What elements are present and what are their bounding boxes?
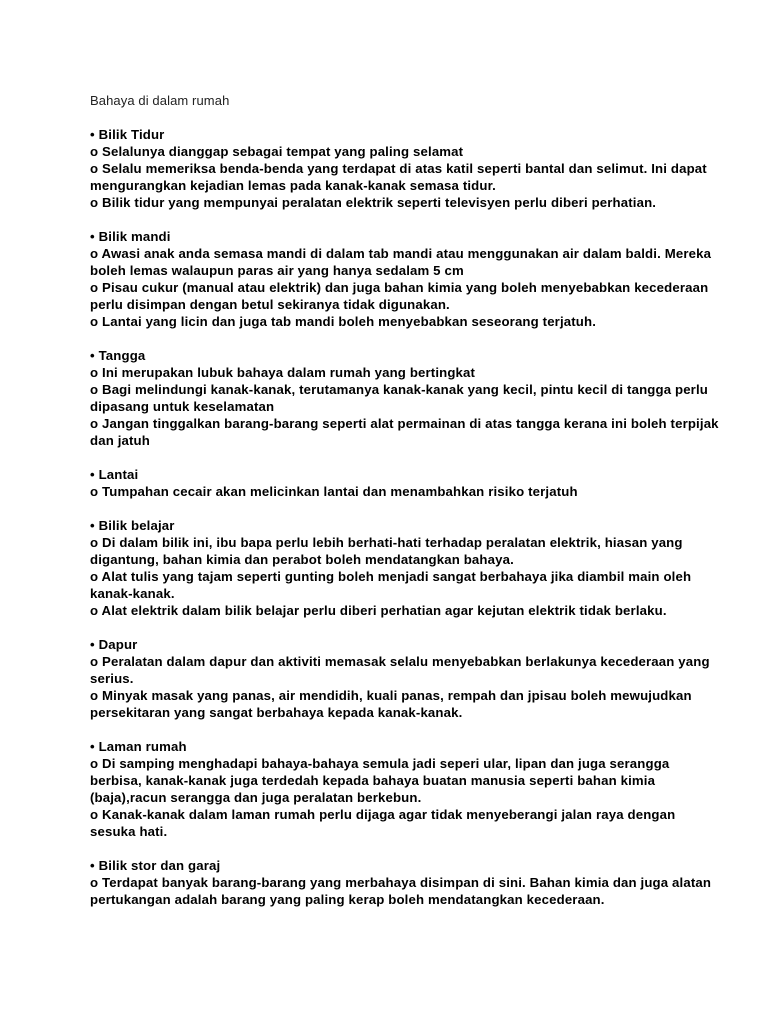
section-heading: • Bilik mandi — [90, 229, 171, 244]
section-line: mengurangkan kejadian lemas pada kanak-kanak semasa tidur. — [90, 178, 496, 193]
section-heading: • Bilik stor dan garaj — [90, 858, 221, 873]
section — [90, 636, 710, 721]
section-line: berbisa, kanak-kanak juga terdedah kepada bahaya buatan manusia seperti bahan kimia — [90, 773, 656, 788]
section-line: serius. — [90, 671, 134, 686]
section-heading: • Laman rumah — [90, 739, 187, 754]
section-heading: • Dapur — [90, 637, 138, 652]
document-title: Bahaya di dalam rumah — [90, 93, 230, 108]
section-line: sesuka hati. — [90, 824, 168, 839]
section — [90, 738, 690, 840]
section-line: (baja),racun serangga dan juga peralatan berkebun. — [90, 790, 422, 805]
section-line: perlu disimpan dengan betul sekiranya tidak digunakan. — [90, 297, 450, 312]
section-heading: • Tangga — [90, 348, 146, 363]
section-line: boleh lemas walaupun paras air yang hanya sedalam 5 cm — [90, 263, 464, 278]
section-line: o Selalunya dianggap sebagai tempat yang paling selamat — [90, 144, 464, 159]
section — [90, 228, 712, 330]
section-line: o Alat elektrik dalam bilik belajar perlu diberi perhatian agar kejutan elektrik tidak berlaku. — [90, 603, 667, 618]
section-line: dipasang untuk keselamatan — [90, 399, 275, 414]
section-heading: • Bilik Tidur — [90, 127, 165, 142]
section-line: o Minyak masak yang panas, air mendidih, kuali panas, rempah dan jpisau boleh mewujudkan — [90, 688, 692, 703]
section-line: o Ini merupakan lubuk bahaya dalam rumah yang bertingkat — [90, 365, 476, 380]
section-line: o Selalu memeriksa benda-benda yang terdapat di atas katil seperti bantal dan selimut. Ini dapat — [90, 161, 707, 176]
document-page — [90, 92, 719, 925]
section-line: o Awasi anak anda semasa mandi di dalam tab mandi atau menggunakan air dalam baldi. Mereka — [90, 246, 712, 261]
section-line: o Terdapat banyak barang-barang yang merbahaya disimpan di sini. Bahan kimia dan juga alatan — [90, 875, 712, 890]
section-line: o Bilik tidur yang mempunyai peralatan elektrik seperti televisyen perlu diberi perhatian. — [90, 195, 657, 210]
section-line: o Bagi melindungi kanak-kanak, terutamanya kanak-kanak yang kecil, pintu kecil di tangga perlu — [90, 382, 708, 397]
section-line: digantung, bahan kimia dan perabot boleh mendatangkan bahaya. — [90, 552, 514, 567]
section-line: persekitaran yang sangat berbahaya kepada kanak-kanak. — [90, 705, 463, 720]
section-line: kanak-kanak. — [90, 586, 175, 601]
section-line: o Jangan tinggalkan barang-barang seperti alat permainan di atas tangga kerana ini boleh terpijak — [90, 416, 719, 431]
section — [90, 126, 707, 211]
section-line: dan jatuh — [90, 433, 150, 448]
section-line: pertukangan adalah barang yang paling kerap boleh mendatangkan kecederaan. — [90, 892, 605, 907]
section-line: o Lantai yang licin dan juga tab mandi boleh menyebabkan seseorang terjatuh. — [90, 314, 597, 329]
sections-container — [90, 126, 719, 908]
section — [90, 517, 690, 619]
section-heading: • Bilik belajar — [90, 518, 175, 533]
section — [90, 857, 712, 908]
section-heading: • Lantai — [90, 467, 139, 482]
section-line: o Tumpahan cecair akan melicinkan lantai dan menambahkan risiko terjatuh — [90, 484, 578, 499]
section-line: o Di samping menghadapi bahaya-bahaya semula jadi seperi ular, lipan dan juga serangga — [90, 756, 670, 771]
section — [90, 466, 690, 500]
section — [90, 347, 719, 449]
section-line: o Di dalam bilik ini, ibu bapa perlu lebih berhati-hati terhadap peralatan elektrik, hiasan yang — [90, 535, 683, 550]
section-line: o Kanak-kanak dalam laman rumah perlu dijaga agar tidak menyeberangi jalan raya dengan — [90, 807, 676, 822]
section-line: o Peralatan dalam dapur dan aktiviti memasak selalu menyebabkan berlakunya kecederaan yang — [90, 654, 710, 669]
section-line: o Pisau cukur (manual atau elektrik) dan juga bahan kimia yang boleh menyebabkan kecederaan — [90, 280, 709, 295]
section-line: o Alat tulis yang tajam seperti gunting boleh menjadi sangat berbahaya jika diambil main oleh — [90, 569, 692, 584]
